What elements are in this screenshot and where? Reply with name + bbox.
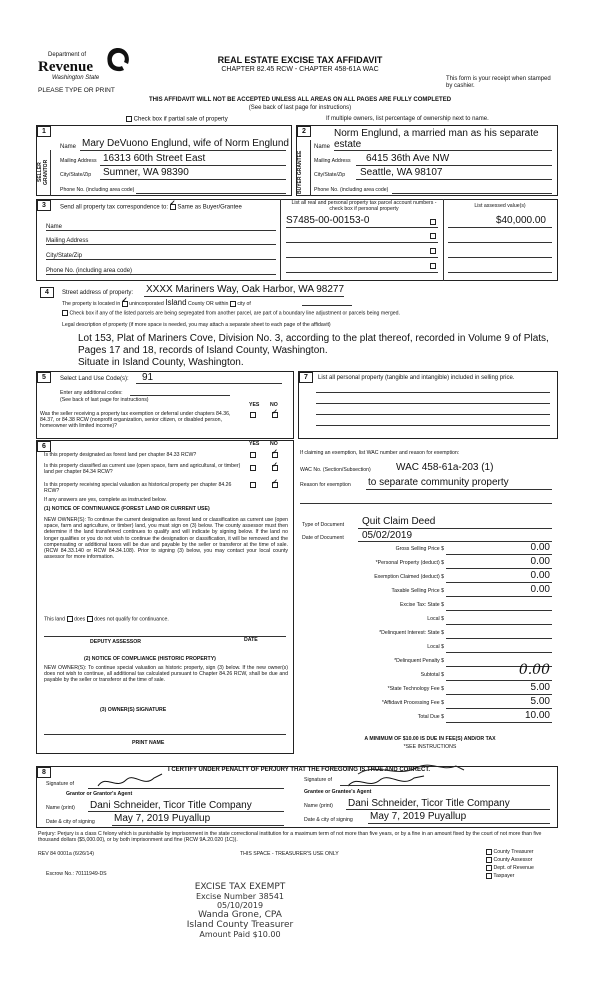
notice-compliance-body: NEW OWNER(S): To continue special valuation as historic property, sign (3) below. If the new owner(s) does not wish to continue, all additional tax calculated pursuant to Chapter 84.26 RCW, shall be due and payable by the seller or transferor at the time of sale.: [44, 665, 288, 684]
section-2-number: 2: [297, 126, 311, 137]
seller-city[interactable]: Sumner, WA 98390: [103, 167, 189, 178]
forest-land-question: Is this property designated as forest land per chapter 84.33 RCW?: [44, 452, 197, 458]
buyer-side-label: BUYER GRANTEE: [297, 150, 303, 194]
buyer-city[interactable]: Seattle, WA 98107: [360, 167, 443, 178]
doc-date-label: Date of Document: [302, 535, 344, 541]
stamp-excise-number: Excise Number 38541: [195, 892, 285, 901]
grantee-date[interactable]: May 7, 2019 Puyallup: [370, 811, 467, 822]
exemption-question: Was the seller receiving a property tax exemption or deferral under chapters 84.36, 84.37, or 84.38 RCW (nonprofit organization, senior citizen, or disabled person, homeowner with limited income)?: [40, 411, 231, 430]
segregated-checkbox[interactable]: [62, 310, 68, 316]
section-1-number: 1: [37, 126, 51, 137]
personal-property-checkbox-2[interactable]: [430, 233, 436, 239]
current-use-question: Is this property classified as current use (open space, farm and agricultural, or timber) land per chapter 84.34 RCW?: [44, 463, 241, 476]
total-due-amount[interactable]: 10.00: [524, 710, 550, 721]
logo-state: Washington State: [52, 75, 100, 81]
deputy-date-label: DATE: [244, 637, 258, 643]
certify-statement: I CERTIFY UNDER PENALTY OF PERJURY THAT THE FOREGOING IS TRUE AND CORRECT.: [168, 767, 431, 773]
stamp-amount-paid: Amount Paid $10.00: [199, 930, 281, 939]
land-use-code[interactable]: 91: [142, 372, 154, 383]
personal-label: *Personal Property (deduct) $: [375, 560, 444, 566]
if-yes-note: If any answers are yes, complete as instructed below.: [44, 497, 167, 503]
seller-mailing[interactable]: 16313 60th Street East: [103, 153, 206, 164]
grantee-date-label: Date & city of signing: [304, 817, 353, 823]
copy-treasurer-checkbox[interactable]: [486, 849, 492, 855]
grantee-name[interactable]: Dani Schneider, Ticor Title Company: [348, 798, 510, 809]
stamp-treasurer-title: Island County Treasurer: [186, 920, 294, 930]
exemption-no-checkbox[interactable]: [272, 412, 278, 418]
seller-city-label: City/State/Zip: [60, 172, 92, 178]
personal-property-checkbox-1[interactable]: [430, 219, 436, 225]
grantee-signature-label: Signature of: [304, 777, 332, 783]
historic-no-checkbox[interactable]: [272, 482, 278, 488]
additional-codes: Enter any additional codes:: [60, 390, 123, 396]
state-tax-label: Excise Tax: State $: [399, 602, 444, 608]
stamp-exempt: EXCISE TAX EXEMPT: [194, 882, 286, 892]
grantee-name-label: Name (print): [304, 803, 333, 809]
parcel-header: List all real and personal property tax parcel account numbers - check box if personal property: [291, 200, 437, 213]
seller-mailing-label: Mailing Address: [60, 158, 97, 164]
buyer-city-label: City/State/Zip: [314, 172, 346, 178]
current-use-yes-checkbox[interactable]: [250, 465, 256, 471]
unincorporated-checkbox[interactable]: [122, 301, 128, 307]
exemption-label: Exemption Claimed (deduct) $: [374, 574, 444, 580]
buyer-phone-label: Phone No. (including area code): [314, 187, 389, 193]
buyer-mailing-label: Mailing Address: [314, 158, 351, 164]
processing-fee-label: *Affidavit Processing Fee $: [381, 700, 444, 706]
seller-phone-label: Phone No. (including area code): [60, 187, 135, 193]
personal-property-label: List all personal property (tangible and intangible) included in selling price.: [318, 375, 515, 381]
parcel-number[interactable]: S7485-00-00153-0: [286, 215, 370, 226]
segregated-row: Check box if any of the listed parcels are being segregated from another parcel, are part of a boundary line adjustment or parcels being merged.: [62, 310, 400, 317]
seller-name-label: Name: [60, 144, 77, 150]
grantor-signature-label: Signature of: [46, 781, 74, 787]
personal-property-checkbox-3[interactable]: [430, 248, 436, 254]
owner-signature-label: (3) OWNER(S) SIGNATURE: [100, 707, 167, 713]
tech-fee-amount[interactable]: 5.00: [530, 682, 550, 693]
penalty-label: *Delinquent Penalty $: [394, 658, 444, 664]
form-revision: REV 84 0001a (6/26/14): [38, 851, 94, 857]
grantee-label: Grantee or Grantee's Agent: [304, 789, 372, 795]
taxable-amount[interactable]: 0.00: [530, 584, 550, 595]
revenue-logo: [38, 46, 133, 86]
street-label: Street address of property:: [62, 290, 134, 296]
subtotal-label: Subtotal $: [420, 672, 444, 678]
print-name-label: PRINT NAME: [132, 740, 165, 746]
notice-continuance-title: (1) NOTICE OF CONTINUANCE (FOREST LAND OR CURRENT USE): [44, 506, 210, 512]
forest-no-checkbox[interactable]: [272, 452, 278, 458]
tax-table: [300, 540, 552, 744]
gross-amount[interactable]: 0.00: [530, 542, 550, 553]
perjury-notice: Perjury: Perjury is a class C felony which is punishable by imprisonment in the state correctional institution for a maximum term of not more than five years, or by a fine in an amount fixed by the court of not more than five thousand dollars ($5,000.00), or by both imprisonment and fine (RCW 9A.20.020 (1C)).: [38, 831, 542, 844]
property-located: The property is located in ✓ unincorporated Island County OR within city of: [62, 298, 251, 308]
gross-label: Gross Selling Price $: [395, 546, 444, 552]
wac-number[interactable]: WAC 458-61a-203 (1): [396, 462, 494, 473]
exemption-claim-label: If claiming an exemption, list WAC number and reason for exemption:: [300, 450, 460, 456]
seller-side-label: SELLER GRANTOR: [37, 159, 49, 185]
receipt-note: This form is your receipt when stamped by cashier.: [446, 76, 551, 90]
doc-type[interactable]: Quit Claim Deed: [362, 516, 436, 527]
qualify-does-not-checkbox[interactable]: [87, 616, 93, 622]
no-header-6: NO: [270, 441, 278, 447]
correspondence-mailing-label: Mailing Address: [46, 238, 89, 244]
qualify-does-checkbox[interactable]: [67, 616, 73, 622]
reason-label: Reason for exemption: [300, 482, 351, 488]
legal-description-1[interactable]: Lot 153, Plat of Mariners Cove, Division No. 3, according to the plat thereof, recorded in Volume 9 of Plats,: [78, 333, 549, 344]
type-or-print: PLEASE TYPE OR PRINT: [38, 87, 115, 94]
land-use-label: Select Land Use Code(s):: [60, 376, 129, 382]
minimum-due-note: A MINIMUM OF $10.00 IS DUE IN FEE(S) AND/OR TAX: [364, 736, 496, 742]
multiple-owners-note: If multiple owners, list percentage of ownership next to name.: [326, 116, 489, 122]
partial-sale: Check box if partial sale of property: [126, 116, 228, 124]
current-use-no-checkbox[interactable]: [272, 465, 278, 471]
grantor-date[interactable]: May 7, 2019 Puyallup: [114, 813, 211, 824]
correspondence-name-label: Name: [46, 224, 63, 230]
deputy-assessor-label: DEPUTY ASSESSOR: [90, 639, 142, 645]
exemption-amount[interactable]: 0.00: [530, 570, 550, 581]
section-8-number: 8: [37, 767, 51, 778]
tech-fee-label: *State Technology Fee $: [387, 686, 444, 692]
forest-yes-checkbox[interactable]: [250, 452, 256, 458]
buyer-mailing[interactable]: 6415 36th Ave NW: [366, 153, 450, 164]
taxable-label: Taxable Selling Price $: [391, 588, 444, 594]
form-title: REAL ESTATE EXCISE TAX AFFIDAVIT: [217, 55, 383, 65]
stamp-date: 05/10/2019: [216, 901, 264, 910]
seller-name[interactable]: Mary DeVuono Englund, wife of Norm Englund: [82, 138, 289, 149]
see-back: (See back of last page for instructions): [248, 105, 352, 111]
grantor-name[interactable]: Dani Schneider, Ticor Title Company: [90, 800, 252, 811]
yes-header-6: YES: [249, 441, 260, 447]
legal-label: Legal description of property (if more space is needed, you may attach a separate sheet to each page of the affidavit): [62, 322, 331, 328]
same-as-buyer-checkbox[interactable]: [170, 204, 176, 210]
notice-continuance-body: NEW OWNER(S): To continue the current designation as forest land or classification as current use (open space, farm and agriculture, or timber) land, you must sign on (3) below. The county assessor must then determine if the land transferred continues to qualify and will indicate by signing below. If the land no longer qualifies or you do not wish to continue the designation or classification, it will be removed and the compensating or additional taxes will be due and payable by the seller or transferor at the time of sale. (RCW 84.33.140 or RCW 84.34.108). Prior to signing (3) below, you may contact your local county assessor for more information.: [44, 517, 288, 561]
see-instructions: *SEE INSTRUCTIONS: [403, 744, 457, 750]
land-use-see-back: (See back of last page for instructions): [60, 397, 149, 403]
section-7-number: 7: [299, 372, 313, 383]
doc-type-label: Type of Document: [302, 522, 345, 528]
grantor-name-label: Name (print): [46, 805, 75, 811]
personal-amount[interactable]: 0.00: [530, 556, 550, 567]
treasurer-stamp: [140, 882, 340, 939]
logo-dept: Department of: [48, 52, 87, 58]
wac-row: WAC No. (Section/Subsection): [300, 467, 371, 473]
copy-distribution: County Treasurer County Assessor Dept. of Revenue Taxpayer: [486, 848, 534, 880]
copy-assessor-checkbox[interactable]: [486, 857, 492, 863]
buyer-name-line2[interactable]: estate: [334, 139, 362, 150]
within-city-checkbox[interactable]: [230, 301, 236, 307]
total-due-label: Total Due $: [417, 714, 444, 720]
local-tax-label: Local $: [427, 616, 444, 622]
escrow-number: Escrow No.: 70111949-DS: [46, 871, 107, 877]
form-chapter: CHAPTER 82.45 RCW - CHAPTER 458-61A WAC: [221, 66, 379, 73]
assessed-header: List assessed value(s): [474, 203, 526, 209]
section-4-number: 4: [40, 287, 54, 298]
historic-yes-checkbox[interactable]: [250, 482, 256, 488]
section-5-number: 5: [37, 372, 51, 383]
section-6-number: 6: [37, 441, 51, 452]
processing-fee-amount[interactable]: 5.00: [530, 696, 550, 707]
street-address[interactable]: XXXX Mariners Way, Oak Harbor, WA 98277: [146, 284, 345, 295]
buyer-name-label: Name: [314, 144, 331, 150]
partial-sale-checkbox[interactable]: [126, 116, 132, 122]
correspondence-phone-label: Phone No. (including area code): [46, 268, 133, 274]
copy-revenue-checkbox[interactable]: [486, 865, 492, 871]
doc-date[interactable]: 05/02/2019: [362, 530, 413, 541]
grantor-label: Grantor or Grantor's Agent: [66, 791, 133, 797]
revenue-swirl-icon: [104, 46, 132, 76]
send-correspondence: Send all property tax correspondence to: ✓ Same as Buyer/Grantee: [60, 204, 242, 212]
copy-taxpayer-checkbox[interactable]: [486, 873, 492, 879]
historic-question: Is this property receiving special valuation as historical property per chapter 84.26 RCW?: [44, 482, 232, 495]
correspondence-city-label: City/State/Zip: [46, 253, 83, 259]
county-name[interactable]: Island: [165, 298, 187, 307]
subtotal-amount[interactable]: 0.00: [518, 662, 550, 678]
no-header-5: NO: [270, 402, 278, 408]
interest-state-label: *Delinquent Interest: State $: [379, 630, 444, 636]
section-3-number: 3: [37, 200, 51, 211]
stamp-treasurer-name: Wanda Grone, CPA: [198, 910, 282, 920]
yes-header-5: YES: [249, 402, 260, 408]
grantor-date-label: Date & city of signing: [46, 819, 95, 825]
logo-brand: Revenue: [38, 59, 93, 75]
qualify-row: This land does does not qualify for continuance.: [44, 616, 169, 623]
legal-description-3[interactable]: Situate in Island County, Washington.: [78, 357, 244, 368]
legal-description-2[interactable]: Pages 17 and 18, records of Island County, Washington.: [78, 345, 328, 356]
treasurer-space-label: THIS SPACE - TREASURER'S USE ONLY: [240, 851, 339, 857]
personal-property-checkbox-4[interactable]: [430, 263, 436, 269]
notice-compliance-title: (2) NOTICE OF COMPLIANCE (HISTORIC PROPERTY): [84, 656, 216, 662]
buyer-name-line1[interactable]: Norm Englund, a married man as his separate: [334, 128, 539, 139]
interest-local-label: Local $: [427, 644, 444, 650]
assessed-value[interactable]: $40,000.00: [495, 215, 546, 226]
warning-text: THIS AFFIDAVIT WILL NOT BE ACCEPTED UNLESS ALL AREAS ON ALL PAGES ARE FULLY COMPLETED: [148, 97, 452, 103]
exemption-yes-checkbox[interactable]: [250, 412, 256, 418]
exemption-reason[interactable]: to separate community property: [368, 477, 509, 488]
